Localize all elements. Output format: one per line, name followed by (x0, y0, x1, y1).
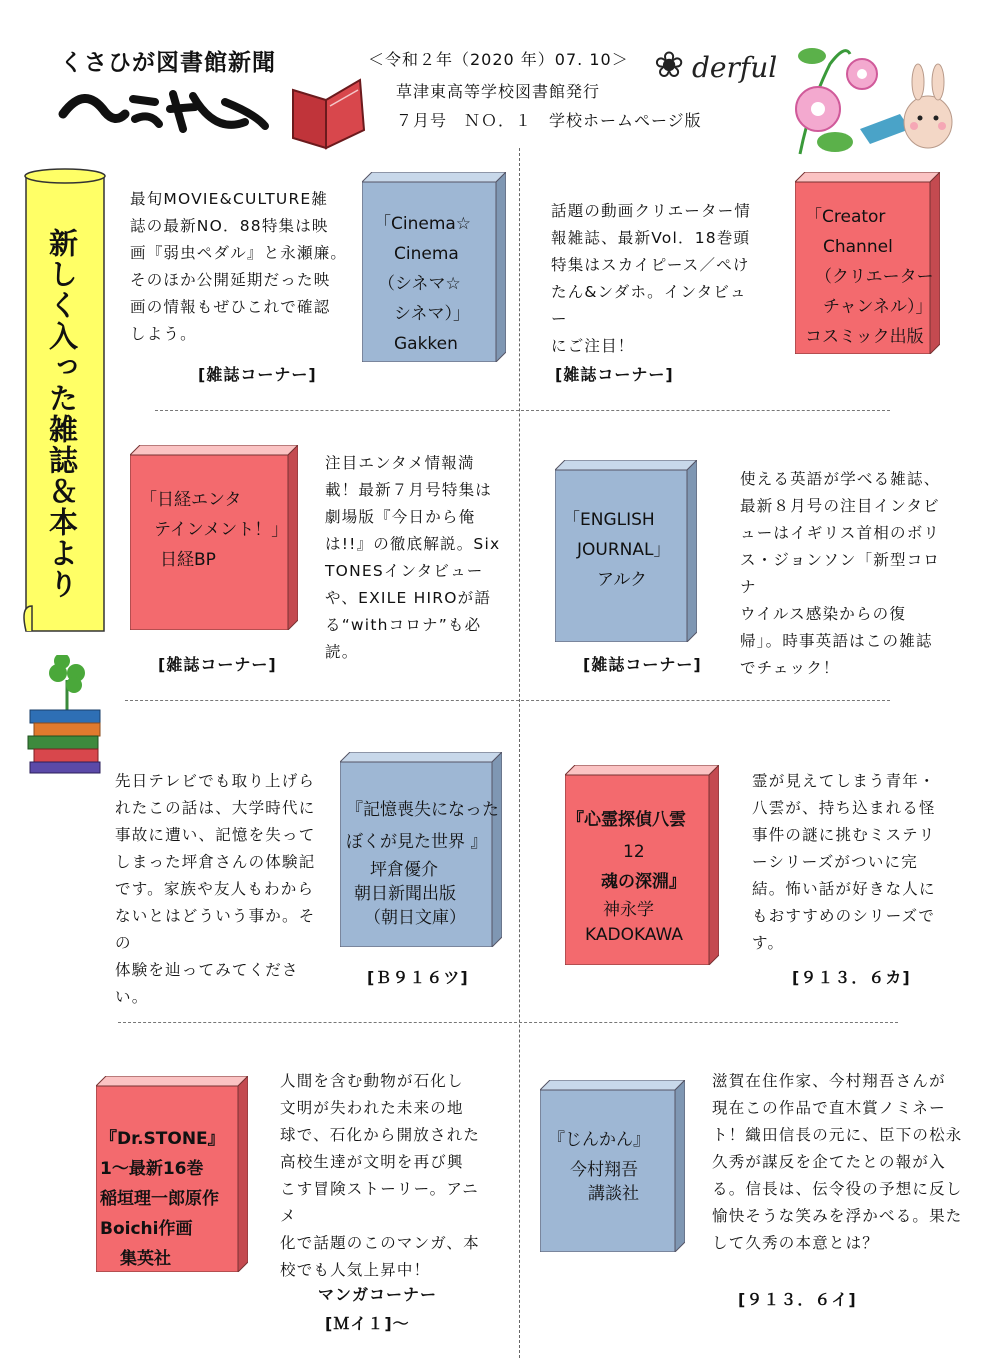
row-divider (118, 1022, 898, 1023)
book-title-line: テインメント！」 (154, 520, 289, 540)
book-title-line: シネマ）」 (394, 304, 470, 324)
book-title-line: JOURNAL」 (577, 540, 671, 560)
book-publisher: 日経BP (160, 550, 216, 570)
call-number: [雑誌コーナー] (555, 365, 674, 384)
wonderful-logo (652, 35, 782, 99)
newsletter-title: くさひが図書館新聞 (60, 50, 276, 76)
call-number: [Ｍイ１]～ (325, 1314, 410, 1333)
book-cover-shinrei-tantei-yakumo (565, 765, 719, 965)
call-number: [９１３．６イ] (738, 1290, 857, 1309)
book-cover-english-journal (555, 460, 697, 642)
book-author: 稲垣理一郎原作 (100, 1189, 219, 1209)
book-publisher: 集英社 (120, 1249, 171, 1269)
row-divider (125, 700, 890, 701)
book-title-line: 12 (623, 842, 645, 862)
row-divider (155, 410, 890, 411)
call-number: [雑誌コーナー] (158, 655, 277, 674)
book-title-line: Channel (823, 237, 893, 257)
book-cover-creator-channel (795, 172, 940, 354)
item-description: 滋賀在住作家、今村翔吾さんが 現在この作品で直木賞ノミネー ト！織田信長の元に、臣下の松永 久秀が謀反を企てたとの報が入 る。信長は、伝令役の予想に反し 愉快そうな笑みを浮かべる。果た して久秀の本意とは？ (712, 1072, 963, 1252)
item-description: 最旬MOVIE&CULTURE雑 誌の最新NO．88特集は映 画『弱虫ペダル』と永瀬廉。 そのほか公開延期だった映 画の情報もぜひこれで確認 しよう。 (130, 190, 348, 343)
book-title-line: 『記憶喪失になった (346, 800, 499, 820)
item-description: 先日テレビでも取り上げら れたこの話は、大学時代に 事故に遭い、記憶を失って しまった坪倉さんの体験記 です。家族や友人もわから ないとはどういう事か。その 体験を辿ってみてください。 (115, 772, 316, 1006)
book-title-line: 「日経エンタ (140, 490, 242, 510)
open-book-icon (288, 70, 368, 154)
book-publisher: 講談社 (588, 1184, 639, 1204)
book-author: 坪倉優介 (370, 860, 438, 880)
item-description: 注目エンタメ情報満 載！最新７月号特集は 劇場版『今日から俺 は!!』の徹底解説。Six TONESインタビュー や、EXILE HIROが語 る“withコロナ”も必読。 (325, 454, 501, 661)
issue-date: ＜令和２年（2020 年）07. 10＞ (368, 50, 629, 69)
book-cover-jinkan (540, 1080, 685, 1252)
book-author: 神永学 (603, 900, 654, 920)
book-title-line: 『じんかん』 (548, 1130, 650, 1150)
corner-name: マンガコーナー (318, 1285, 438, 1304)
book-title-line: 「Creator (805, 207, 886, 227)
book-stack-clover-illustration (22, 655, 112, 779)
book-title-line: ぼくが見た世界 』 (346, 832, 488, 852)
item-description: 人間を含む動物が石化し 文明が失われた未来の地 球で、石化から開放された 高校生達が文明を再び興 こす冒険ストーリー。アニメ 化で話題のこのマンガ、本 校でも人気上昇中！ (280, 1072, 481, 1279)
book-publisher: コスミック出版 (805, 327, 924, 347)
book-title-line: （クリエーター (815, 267, 934, 287)
book-title-line: 「ENGLISH (563, 510, 655, 530)
book-cover-cinema-cinema (362, 172, 506, 362)
book-imprint: （朝日文庫） (364, 908, 466, 928)
section-title: 新しく入った雑誌＆本より (45, 228, 79, 600)
book-title-line: 『Dr.STONE』 (100, 1129, 225, 1149)
newsletter-logo (55, 74, 275, 148)
book-title-line: 「Cinema☆ (374, 214, 472, 234)
book-title-line: Cinema (394, 244, 459, 264)
book-publisher: 朝日新聞出版 (354, 884, 456, 904)
book-title-line: （シネマ☆ (378, 274, 461, 294)
book-artist: Boichi作画 (100, 1219, 193, 1239)
call-number: [９１３．６カ] (792, 968, 911, 987)
book-publisher: KADOKAWA (585, 925, 684, 945)
call-number: [雑誌コーナー] (198, 365, 317, 384)
book-cover-dr-stone (96, 1076, 248, 1272)
call-number: [Ｂ９１６ツ] (367, 968, 469, 987)
issue-number: ７月号 ＮＯ．１ 学校ホームページ版 (396, 111, 702, 130)
book-title-line: チャンネル）」 (823, 297, 933, 317)
book-title-line: 『心霊探偵八雲 (567, 810, 686, 830)
svg-text:❀: ❀ (654, 45, 685, 86)
publisher: 草津東高等学校図書館発行 (396, 82, 601, 101)
book-volumes: 1～最新16巻 (100, 1159, 204, 1179)
item-description: 使える英語が学べる雑誌、 最新８月号の注目インタビ ューはイギリス首相のボリ ス・ジョンソン「新型コロナ ウイルス感染からの復 帰」。時事英語はこの雑誌 でチェック！ (740, 470, 941, 677)
column-divider (519, 148, 520, 1358)
call-number: [雑誌コーナー] (583, 655, 702, 674)
item-description: 話題の動画クリエーター情 報雑誌、最新Vol．18巻頭 特集はスカイピース／ぺけ たん&ンダホ。インタビュー にご注目！ (551, 202, 752, 355)
book-cover-nikkei-entertainment (130, 445, 298, 630)
book-title-line: 魂の深淵』 (601, 872, 686, 892)
book-author: 今村翔吾 (570, 1160, 638, 1180)
item-description: 霊が見えてしまう青年・ 八雲が、持ち込まれる怪 事件の謎に挑むミステリ ーシリーズがついに完 結。怖い話が好きな人に もおすすめのシリーズで す。 (752, 772, 936, 952)
book-publisher: アルク (597, 570, 647, 590)
svg-text:derful: derful (692, 51, 778, 84)
morning-glory-rabbit-illustration (790, 44, 970, 163)
book-cover-kioku-soushitsu (340, 752, 502, 947)
book-publisher: Gakken (394, 334, 458, 354)
